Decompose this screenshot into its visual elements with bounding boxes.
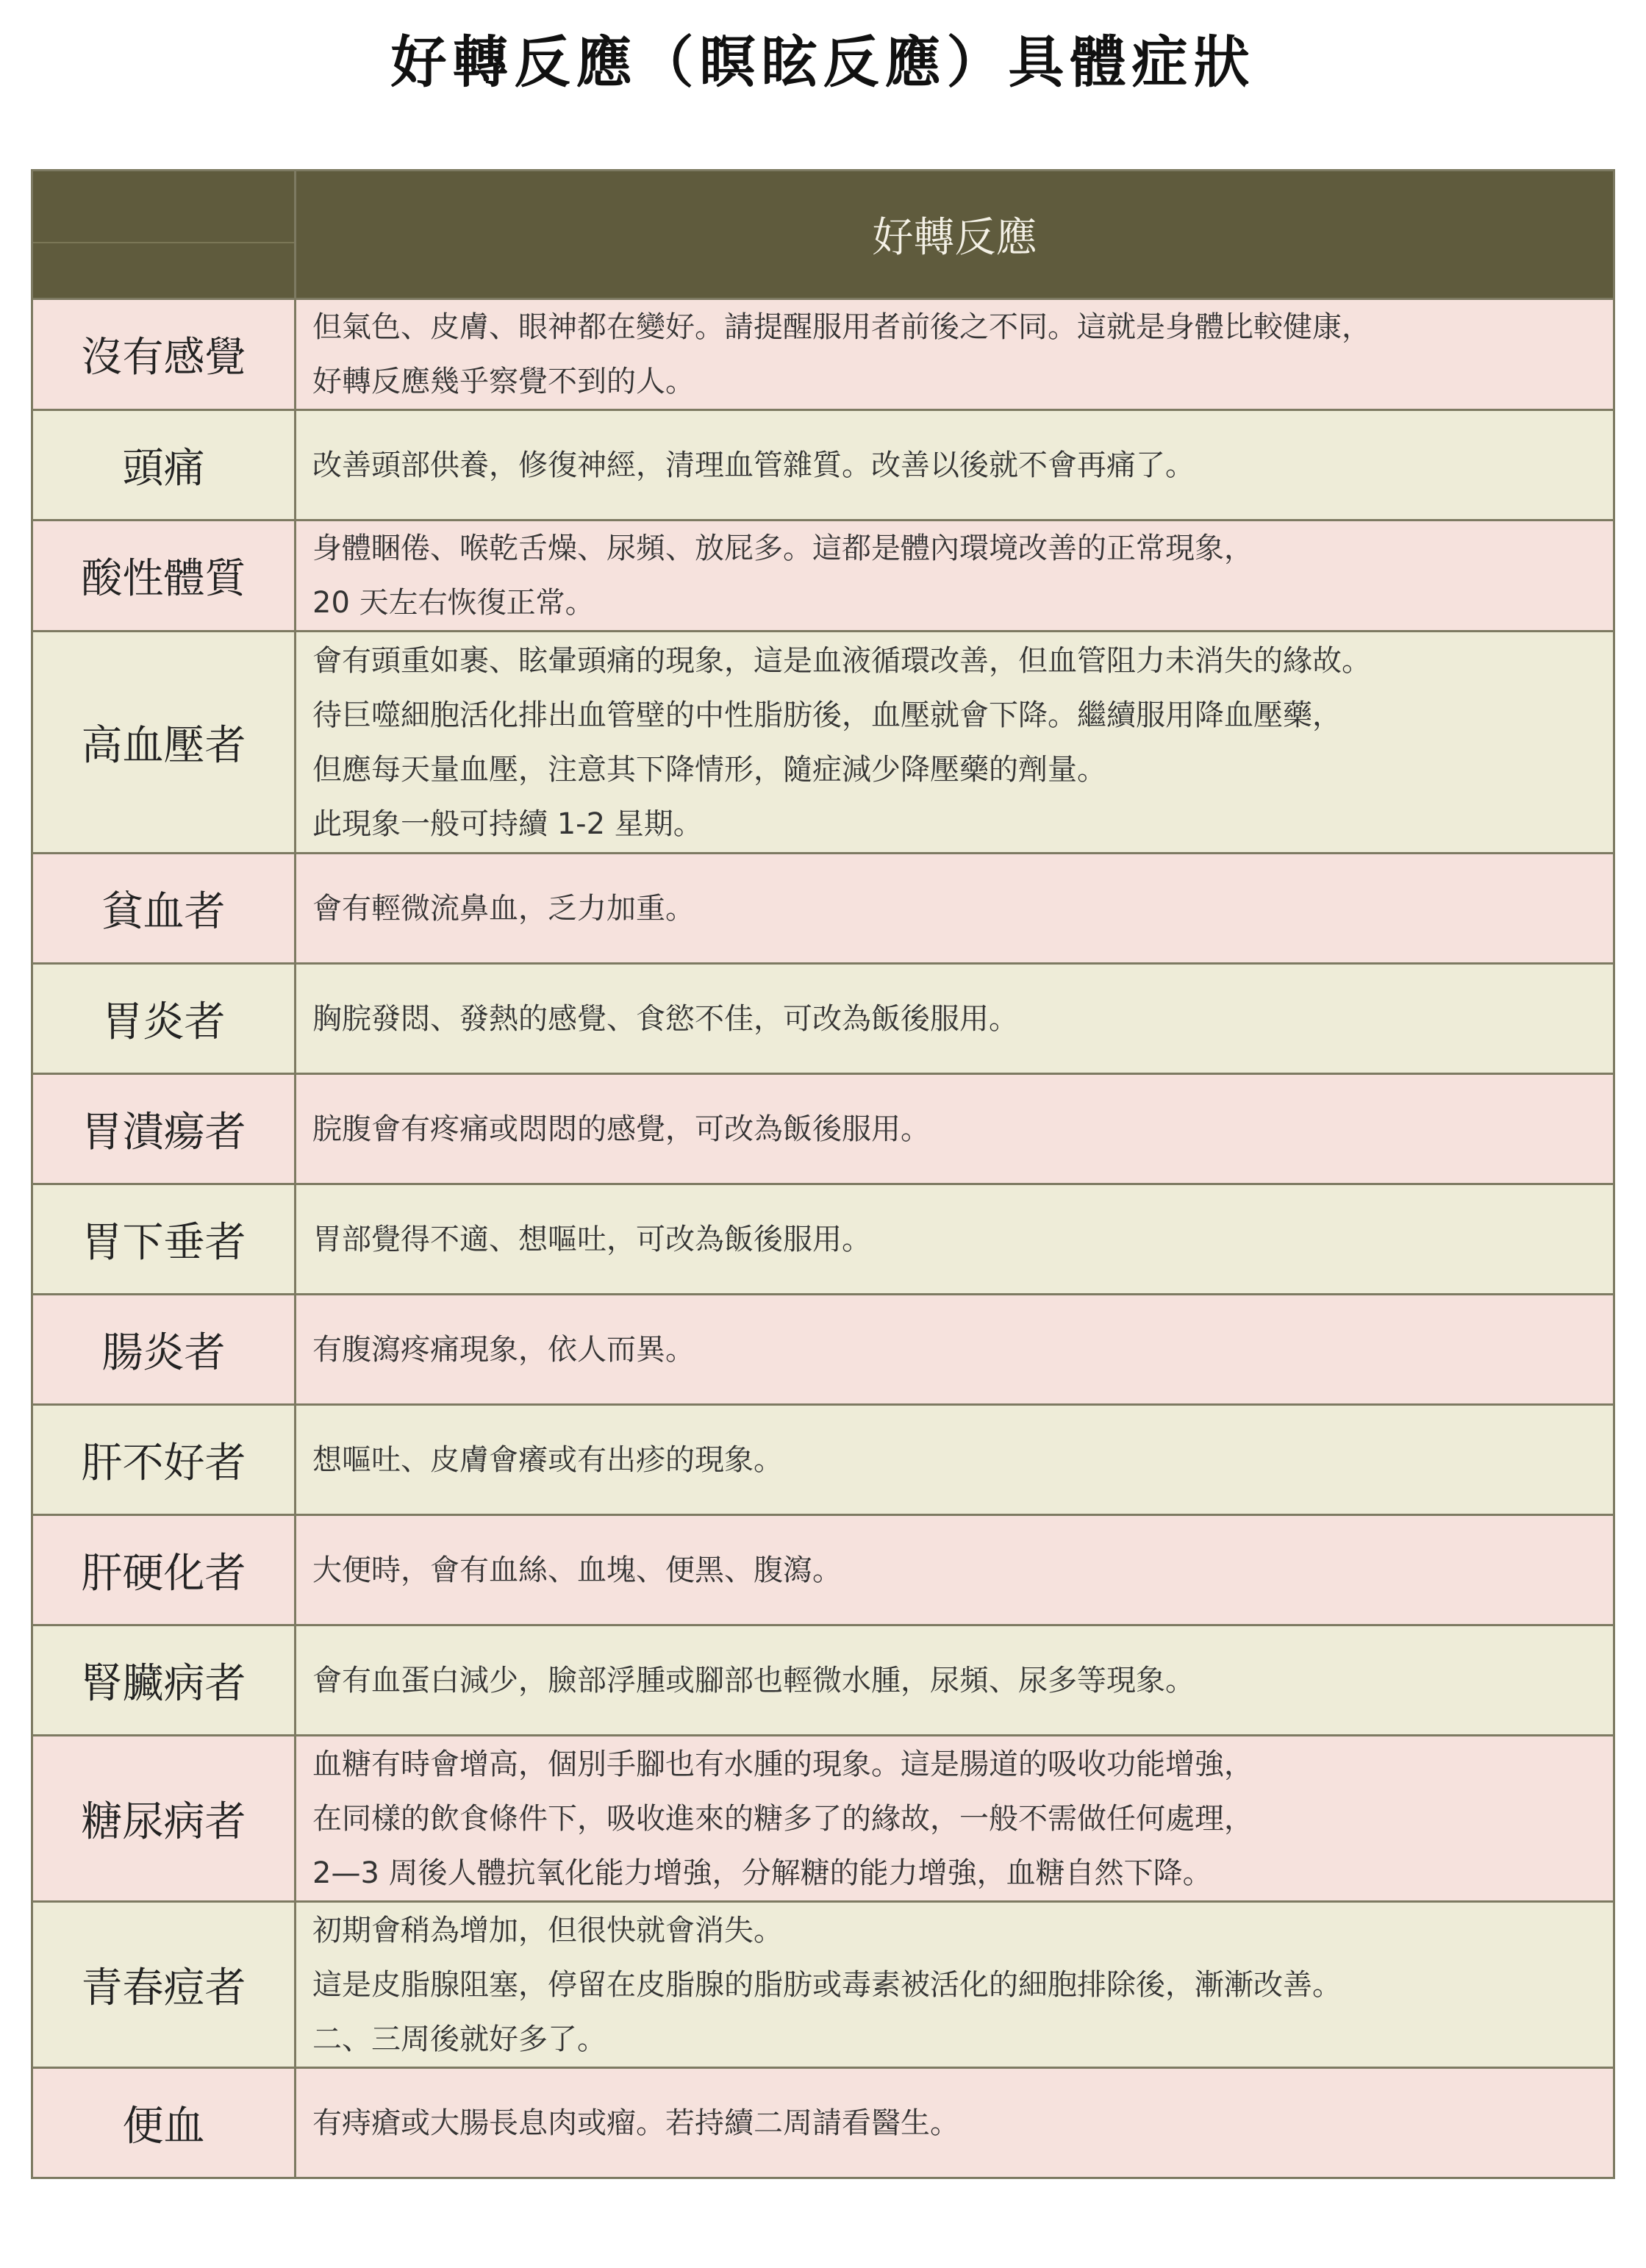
description-line: 有痔瘡或大腸長息肉或瘤。若持續二周請看醫生。 [312, 2106, 959, 2140]
symptom-category: 肝不好者 [32, 1405, 296, 1515]
symptom-table [31, 169, 1615, 2179]
symptom-category: 貧血者 [32, 854, 296, 964]
description-line: 但氣色、皮膚、眼神都在變好。請提醒服用者前後之不同。這就是身體比較健康， [312, 310, 1371, 344]
description-line: 血糖有時會增高，個別手腳也有水腫的現象。這是腸道的吸收功能增強， [312, 1747, 1253, 1781]
description-line: 有腹瀉疼痛現象，依人而異。 [312, 1332, 695, 1367]
symptom-category: 沒有感覺 [32, 299, 296, 410]
symptom-category: 肝硬化者 [32, 1515, 296, 1625]
description-line: 初期會稍為增加，但很快就會消失。 [312, 1913, 783, 1947]
table-row [32, 854, 1614, 964]
table-row [32, 2068, 1614, 2178]
header-reaction-cell: 好轉反應 [296, 171, 1614, 299]
symptom-description [296, 1736, 1614, 1902]
symptom-category: 便血 [32, 2068, 296, 2178]
symptom-description [296, 1625, 1614, 1736]
symptom-category: 胃下垂者 [32, 1184, 296, 1295]
description-line: 這是皮脂腺阻塞，停留在皮脂腺的脂肪或毒素被活化的細胞排除後，漸漸改善。 [312, 1967, 1342, 2002]
table-row [32, 1515, 1614, 1625]
symptom-description [296, 1405, 1614, 1515]
symptom-description [296, 2068, 1614, 2178]
table-row [32, 1295, 1614, 1405]
symptom-description [296, 1515, 1614, 1625]
symptom-description [296, 1184, 1614, 1295]
symptom-description [296, 410, 1614, 521]
description-line: 2—3 周後人體抗氧化能力增強，分解糖的能力增強，血糖自然下降。 [312, 1856, 1212, 1890]
symptom-category: 胃炎者 [32, 964, 296, 1074]
symptom-description [296, 632, 1614, 854]
symptom-description [296, 854, 1614, 964]
description-line: 會有血蛋白減少，臉部浮腫或腳部也輕微水腫，尿頻、尿多等現象。 [312, 1663, 1195, 1698]
symptom-category: 酸性體質 [32, 521, 296, 632]
description-line: 會有頭重如裹、眩暈頭痛的現象，這是血液循環改善，但血管阻力未消失的緣故。 [312, 643, 1371, 678]
description-line: 待巨噬細胞活化排出血管壁的中性脂肪後，血壓就會下降。繼續服用降血壓藥， [312, 698, 1342, 732]
table-row [32, 1625, 1614, 1736]
page-title: 好轉反應（瞑眩反應）具體症狀 [390, 29, 1256, 95]
description-line: 想嘔吐、皮膚會癢或有出疹的現象。 [312, 1442, 783, 1477]
description-line: 胸脘發悶、發熱的感覺、食慾不佳，可改為飯後服用。 [312, 1001, 1018, 1036]
table-row [32, 521, 1614, 632]
symptom-category: 高血壓者 [32, 632, 296, 854]
description-line: 此現象一般可持續 1-2 星期。 [312, 806, 703, 841]
description-line: 但應每天量血壓，注意其下降情形，隨症減少降壓藥的劑量。 [312, 752, 1106, 787]
table-row [32, 964, 1614, 1074]
table-row [32, 1074, 1614, 1184]
symptom-description [296, 299, 1614, 410]
symptom-description [296, 521, 1614, 632]
table-row [32, 1736, 1614, 1902]
description-line: 會有輕微流鼻血，乏力加重。 [312, 891, 695, 926]
symptom-description [296, 1902, 1614, 2068]
table-body [32, 299, 1614, 2178]
description-line: 胃部覺得不適、想嘔吐，可改為飯後服用。 [312, 1222, 871, 1256]
symptom-category: 糖尿病者 [32, 1736, 296, 1902]
description-line: 改善頭部供養，修復神經，清理血管雜質。改善以後就不會再痛了。 [312, 448, 1195, 482]
table-row [32, 410, 1614, 521]
symptom-description [296, 1074, 1614, 1184]
table-row [32, 632, 1614, 854]
description-line: 好轉反應幾乎察覺不到的人。 [312, 365, 695, 398]
table-row [32, 1184, 1614, 1295]
header-corner-cell [32, 171, 296, 299]
description-line: 二、三周後就好多了。 [312, 2022, 606, 2056]
description-line: 在同樣的飲食條件下，吸收進來的糖多了的緣故，一般不需做任何處理， [312, 1801, 1253, 1836]
symptom-category: 胃潰瘍者 [32, 1074, 296, 1184]
table-row [32, 1405, 1614, 1515]
description-line: 身體睏倦、喉乾舌燥、尿頻、放屁多。這都是體內環境改善的正常現象， [312, 532, 1253, 565]
symptom-category: 頭痛 [32, 410, 296, 521]
symptom-category: 青春痘者 [32, 1902, 296, 2068]
description-line: 大便時，會有血絲、血塊、便黑、腹瀉。 [312, 1553, 842, 1587]
symptom-description [296, 964, 1614, 1074]
table-row [32, 1902, 1614, 2068]
description-line: 脘腹會有疼痛或悶悶的感覺，可改為飯後服用。 [312, 1112, 930, 1146]
symptom-category: 腎臟病者 [32, 1625, 296, 1736]
symptom-category: 腸炎者 [32, 1295, 296, 1405]
table-header-row [32, 171, 1614, 299]
description-line: 20 天左右恢復正常。 [312, 586, 595, 620]
table-row [32, 299, 1614, 410]
symptom-description [296, 1295, 1614, 1405]
